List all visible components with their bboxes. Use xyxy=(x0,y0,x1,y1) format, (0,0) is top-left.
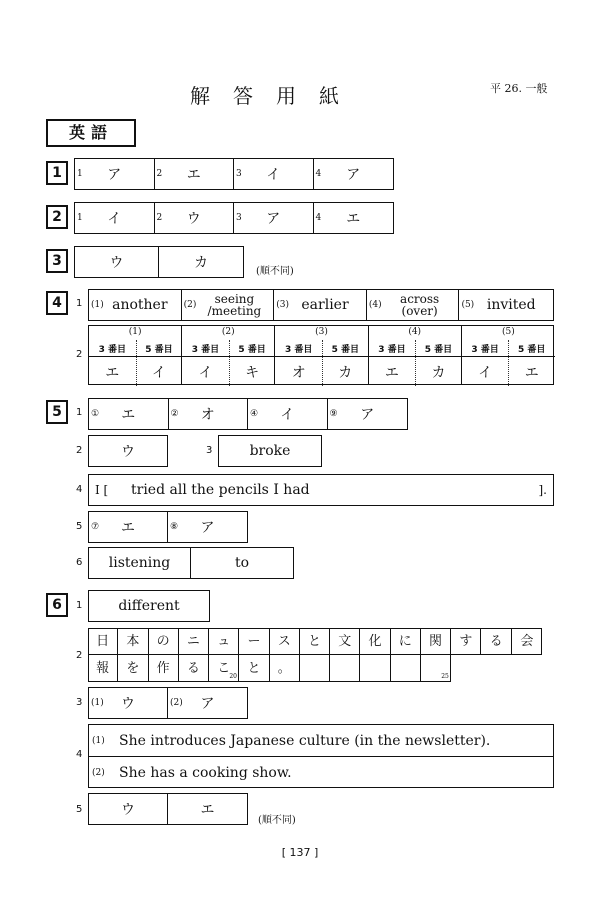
group-label: (1) xyxy=(128,327,142,337)
answer-text: エ xyxy=(186,167,201,183)
answer-cell xyxy=(168,794,247,824)
answer-text: イ xyxy=(107,211,122,227)
answer-cell xyxy=(75,247,159,277)
q5-sub-1-label: 1 xyxy=(76,407,83,418)
answer-cell xyxy=(248,399,328,429)
answer-cell xyxy=(89,436,167,466)
answer-text: ア xyxy=(200,696,215,712)
answer-text: tried all the pencils I had xyxy=(131,482,310,498)
column-header: 5 番目 xyxy=(331,345,359,355)
exam-meta: 平 26. 一般 xyxy=(490,82,548,95)
q3-answer-row xyxy=(74,246,244,278)
cell-label: ② xyxy=(170,409,179,419)
answer-text: to xyxy=(234,555,250,571)
answer-text: カ xyxy=(338,365,353,381)
answer-line xyxy=(89,725,553,756)
answer-cell xyxy=(314,159,394,189)
answer-text: listening xyxy=(108,555,171,571)
answer-text: エ xyxy=(121,407,136,423)
answer-text: イ xyxy=(266,167,281,183)
answer-text: ア xyxy=(346,167,361,183)
q4-group xyxy=(182,326,275,384)
row-divider xyxy=(369,356,461,357)
answer-cell xyxy=(234,203,314,233)
cell-divider xyxy=(229,340,230,386)
answer-text: ア xyxy=(266,211,281,227)
row-divider xyxy=(182,356,274,357)
cell-label: 1 xyxy=(77,169,83,179)
row-divider xyxy=(89,356,181,357)
group-label: (3) xyxy=(315,327,328,337)
grid-cell: と xyxy=(300,628,330,655)
answer-cell xyxy=(168,512,247,542)
answer-text: イ xyxy=(478,365,493,381)
answer-cell xyxy=(274,290,367,320)
answer-cell xyxy=(89,290,182,320)
answer-text: ア xyxy=(107,167,122,183)
q6-sub-1-box xyxy=(88,590,210,622)
grid-cell: を xyxy=(118,655,148,682)
cell-label: 3 xyxy=(236,213,242,223)
cell-label: (1) xyxy=(91,698,104,708)
answer-cell xyxy=(75,203,155,233)
cell-label: ⑧ xyxy=(170,522,179,532)
cell-divider xyxy=(136,340,137,386)
q5-sub-4-box xyxy=(88,474,554,506)
answer-cell xyxy=(89,591,209,621)
bracket-open: I [ xyxy=(95,483,109,497)
column-header: 3 番目 xyxy=(471,345,499,355)
q6-sub-4-label: 4 xyxy=(76,749,83,760)
cell-label: (5) xyxy=(461,300,475,310)
answer-cell xyxy=(168,688,247,718)
answer-cell xyxy=(89,548,191,578)
q1-answer-row xyxy=(74,158,394,190)
answer-cell xyxy=(182,290,275,320)
answer-text: オ xyxy=(200,407,215,423)
q5-sub-5-label: 5 xyxy=(76,521,83,532)
cell-divider xyxy=(322,340,323,386)
grid-cell xyxy=(300,655,330,682)
q4-sub-2-grid xyxy=(88,325,554,385)
column-header: 3 番目 xyxy=(191,345,220,355)
grid-cell: 本 xyxy=(118,628,148,655)
answer-text: カ xyxy=(194,255,208,271)
q5-sub-4-label: 4 xyxy=(76,484,83,495)
answer-text: エ xyxy=(105,365,120,381)
cell-label: (2) xyxy=(183,300,197,310)
answer-cell xyxy=(459,290,553,320)
answer-cell xyxy=(169,399,249,429)
cell-label: 4 xyxy=(315,169,322,179)
grid-cell: こ xyxy=(209,655,239,682)
answer-cell xyxy=(219,436,321,466)
column-header: 5 番目 xyxy=(238,345,266,355)
column-header: 5 番目 xyxy=(145,345,173,355)
grid-cell: ー xyxy=(239,628,269,655)
answer-text: broke xyxy=(249,443,291,459)
grid-cell: る xyxy=(179,655,209,682)
answer-text: She introduces Japanese culture (in the newsletter). xyxy=(119,732,491,749)
group-label: (2) xyxy=(221,327,235,337)
grid-cell: ニ xyxy=(179,628,209,655)
answer-text: キ xyxy=(245,365,260,381)
question-number-6: 6 xyxy=(46,593,68,617)
answer-text: イ xyxy=(151,365,166,381)
answer-text: エ xyxy=(121,520,135,536)
cell-label: ④ xyxy=(250,409,259,419)
answer-text: earlier xyxy=(301,297,349,313)
q5-sub-2-box xyxy=(88,435,168,467)
answer-text: エ xyxy=(384,365,399,381)
cell-label: (3) xyxy=(276,300,289,310)
q6-sub-4-box xyxy=(88,724,554,788)
cell-label: ① xyxy=(91,409,100,419)
answer-cell xyxy=(234,159,314,189)
answer-cell xyxy=(155,159,235,189)
answer-text: ア xyxy=(360,407,375,423)
cell-label: 2 xyxy=(156,213,163,223)
question-number-4: 4 xyxy=(46,291,68,315)
column-header: 5 番目 xyxy=(424,345,453,355)
answer-cell xyxy=(89,794,168,824)
question-number-1: 1 xyxy=(46,161,68,185)
q6-sub-3-label: 3 xyxy=(76,697,83,708)
q6-sub-5-row xyxy=(88,793,248,825)
group-label: (5) xyxy=(502,327,515,337)
answer-text: オ xyxy=(291,365,306,381)
answer-text: エ xyxy=(200,802,215,818)
grid-cell: の xyxy=(149,628,179,655)
cell-label: (1) xyxy=(91,300,104,310)
q4-sub-1-row xyxy=(88,289,554,321)
q4-sub-1-label: 1 xyxy=(76,298,83,309)
answer-cell xyxy=(191,548,293,578)
question-number-2: 2 xyxy=(46,205,68,229)
cell-label: ⑦ xyxy=(91,522,100,532)
q5-sub-5-row xyxy=(88,511,248,543)
grid-cell: 関 xyxy=(421,628,451,655)
char-count-marker: 25 xyxy=(441,673,449,680)
row-divider xyxy=(462,356,555,357)
answer-line xyxy=(89,756,553,788)
answer-cell xyxy=(89,688,168,718)
question-number-5: 5 xyxy=(46,400,68,424)
answer-text: ウ xyxy=(109,255,124,271)
q5-sub-1-row xyxy=(88,398,408,430)
answer-text: ウ xyxy=(121,696,135,712)
answer-cell xyxy=(367,290,460,320)
grid-cell: 化 xyxy=(360,628,390,655)
answer-cell xyxy=(75,159,155,189)
q4-group xyxy=(89,326,182,384)
q6-sub-1-label: 1 xyxy=(76,600,83,611)
answer-text: エ xyxy=(346,211,361,227)
q4-group xyxy=(369,326,462,384)
answer-cell xyxy=(89,512,168,542)
grid-cell: る xyxy=(481,628,511,655)
question-number-3: 3 xyxy=(46,249,68,273)
cell-label: 4 xyxy=(315,213,322,223)
q4-group xyxy=(275,326,368,384)
column-header: 3 番目 xyxy=(98,345,126,355)
column-header: 3 番目 xyxy=(378,345,406,355)
answer-text: She has a cooking show. xyxy=(119,764,292,781)
q3-note: (順不同) xyxy=(256,266,294,277)
q6-sub-2-writing-grid xyxy=(88,628,542,682)
q5-sub-3-box xyxy=(218,435,322,467)
answer-text: ウ xyxy=(121,444,135,460)
group-label: (4) xyxy=(408,327,422,337)
q6-sub-3-row xyxy=(88,687,248,719)
subject-label: 英語 xyxy=(46,119,136,147)
grid-cell xyxy=(330,655,360,682)
answer-cell xyxy=(314,203,394,233)
grid-cell xyxy=(360,655,390,682)
row-divider xyxy=(275,356,367,357)
q4-sub-2-label: 2 xyxy=(76,349,83,360)
cell-label: (1) xyxy=(92,735,105,746)
grid-cell: 日 xyxy=(88,628,118,655)
q6-sub-5-note: (順不同) xyxy=(258,815,296,826)
page-number: [ 137 ] xyxy=(281,846,319,859)
answer-text: invited xyxy=(486,297,536,313)
grid-cell: ス xyxy=(270,628,300,655)
answer-text: イ xyxy=(198,365,213,381)
cell-label: (4) xyxy=(368,300,382,310)
cell-label: (2) xyxy=(170,698,183,708)
q6-sub-2-label: 2 xyxy=(76,650,83,661)
grid-cell: に xyxy=(391,628,421,655)
answer-text: different xyxy=(118,598,180,614)
cell-divider xyxy=(415,340,416,386)
answer-cell xyxy=(155,203,235,233)
answer-text: ウ xyxy=(121,802,135,818)
column-header: 5 番目 xyxy=(517,345,546,355)
q5-sub-6-row xyxy=(88,547,294,579)
grid-cell: と xyxy=(239,655,269,682)
answer-text: ウ xyxy=(186,211,201,227)
q4-group xyxy=(462,326,555,384)
answer-text: another xyxy=(112,297,168,313)
answer-cell xyxy=(159,247,243,277)
answer-text: ア xyxy=(200,520,215,536)
grid-cell: 。 xyxy=(270,655,300,682)
grid-cell xyxy=(391,655,421,682)
cell-label: 1 xyxy=(77,213,83,223)
answer-cell xyxy=(328,399,408,429)
column-header: 3 番目 xyxy=(284,345,313,355)
answer-text: カ xyxy=(431,365,446,381)
grid-cell: 文 xyxy=(330,628,360,655)
cell-label: ⑨ xyxy=(329,409,338,419)
cell-label: 2 xyxy=(156,169,163,179)
char-count-marker: 20 xyxy=(229,673,237,680)
q5-sub-3-label: 3 xyxy=(206,445,213,456)
cell-label: (2) xyxy=(92,767,105,778)
answer-text: エ xyxy=(524,365,539,381)
grid-cell: 報 xyxy=(88,655,118,682)
q5-sub-2-label: 2 xyxy=(76,445,83,456)
grid-cell: 作 xyxy=(149,655,179,682)
grid-cell: す xyxy=(451,628,481,655)
bracket-close: ]. xyxy=(538,483,547,497)
q5-sub-6-label: 6 xyxy=(76,557,83,568)
answer-text: イ xyxy=(280,407,295,423)
cell-label: 3 xyxy=(236,169,242,179)
cell-divider xyxy=(508,340,509,386)
q6-sub-5-label: 5 xyxy=(76,804,83,815)
answer-text: across (over) xyxy=(400,292,440,318)
answer-text: seeing /meeting xyxy=(207,292,262,318)
grid-cell: 会 xyxy=(520,634,534,649)
answer-cell xyxy=(89,399,169,429)
q2-answer-row xyxy=(74,202,394,234)
grid-cell: ュ xyxy=(209,628,239,655)
page-title: 解答用紙 xyxy=(190,84,362,108)
